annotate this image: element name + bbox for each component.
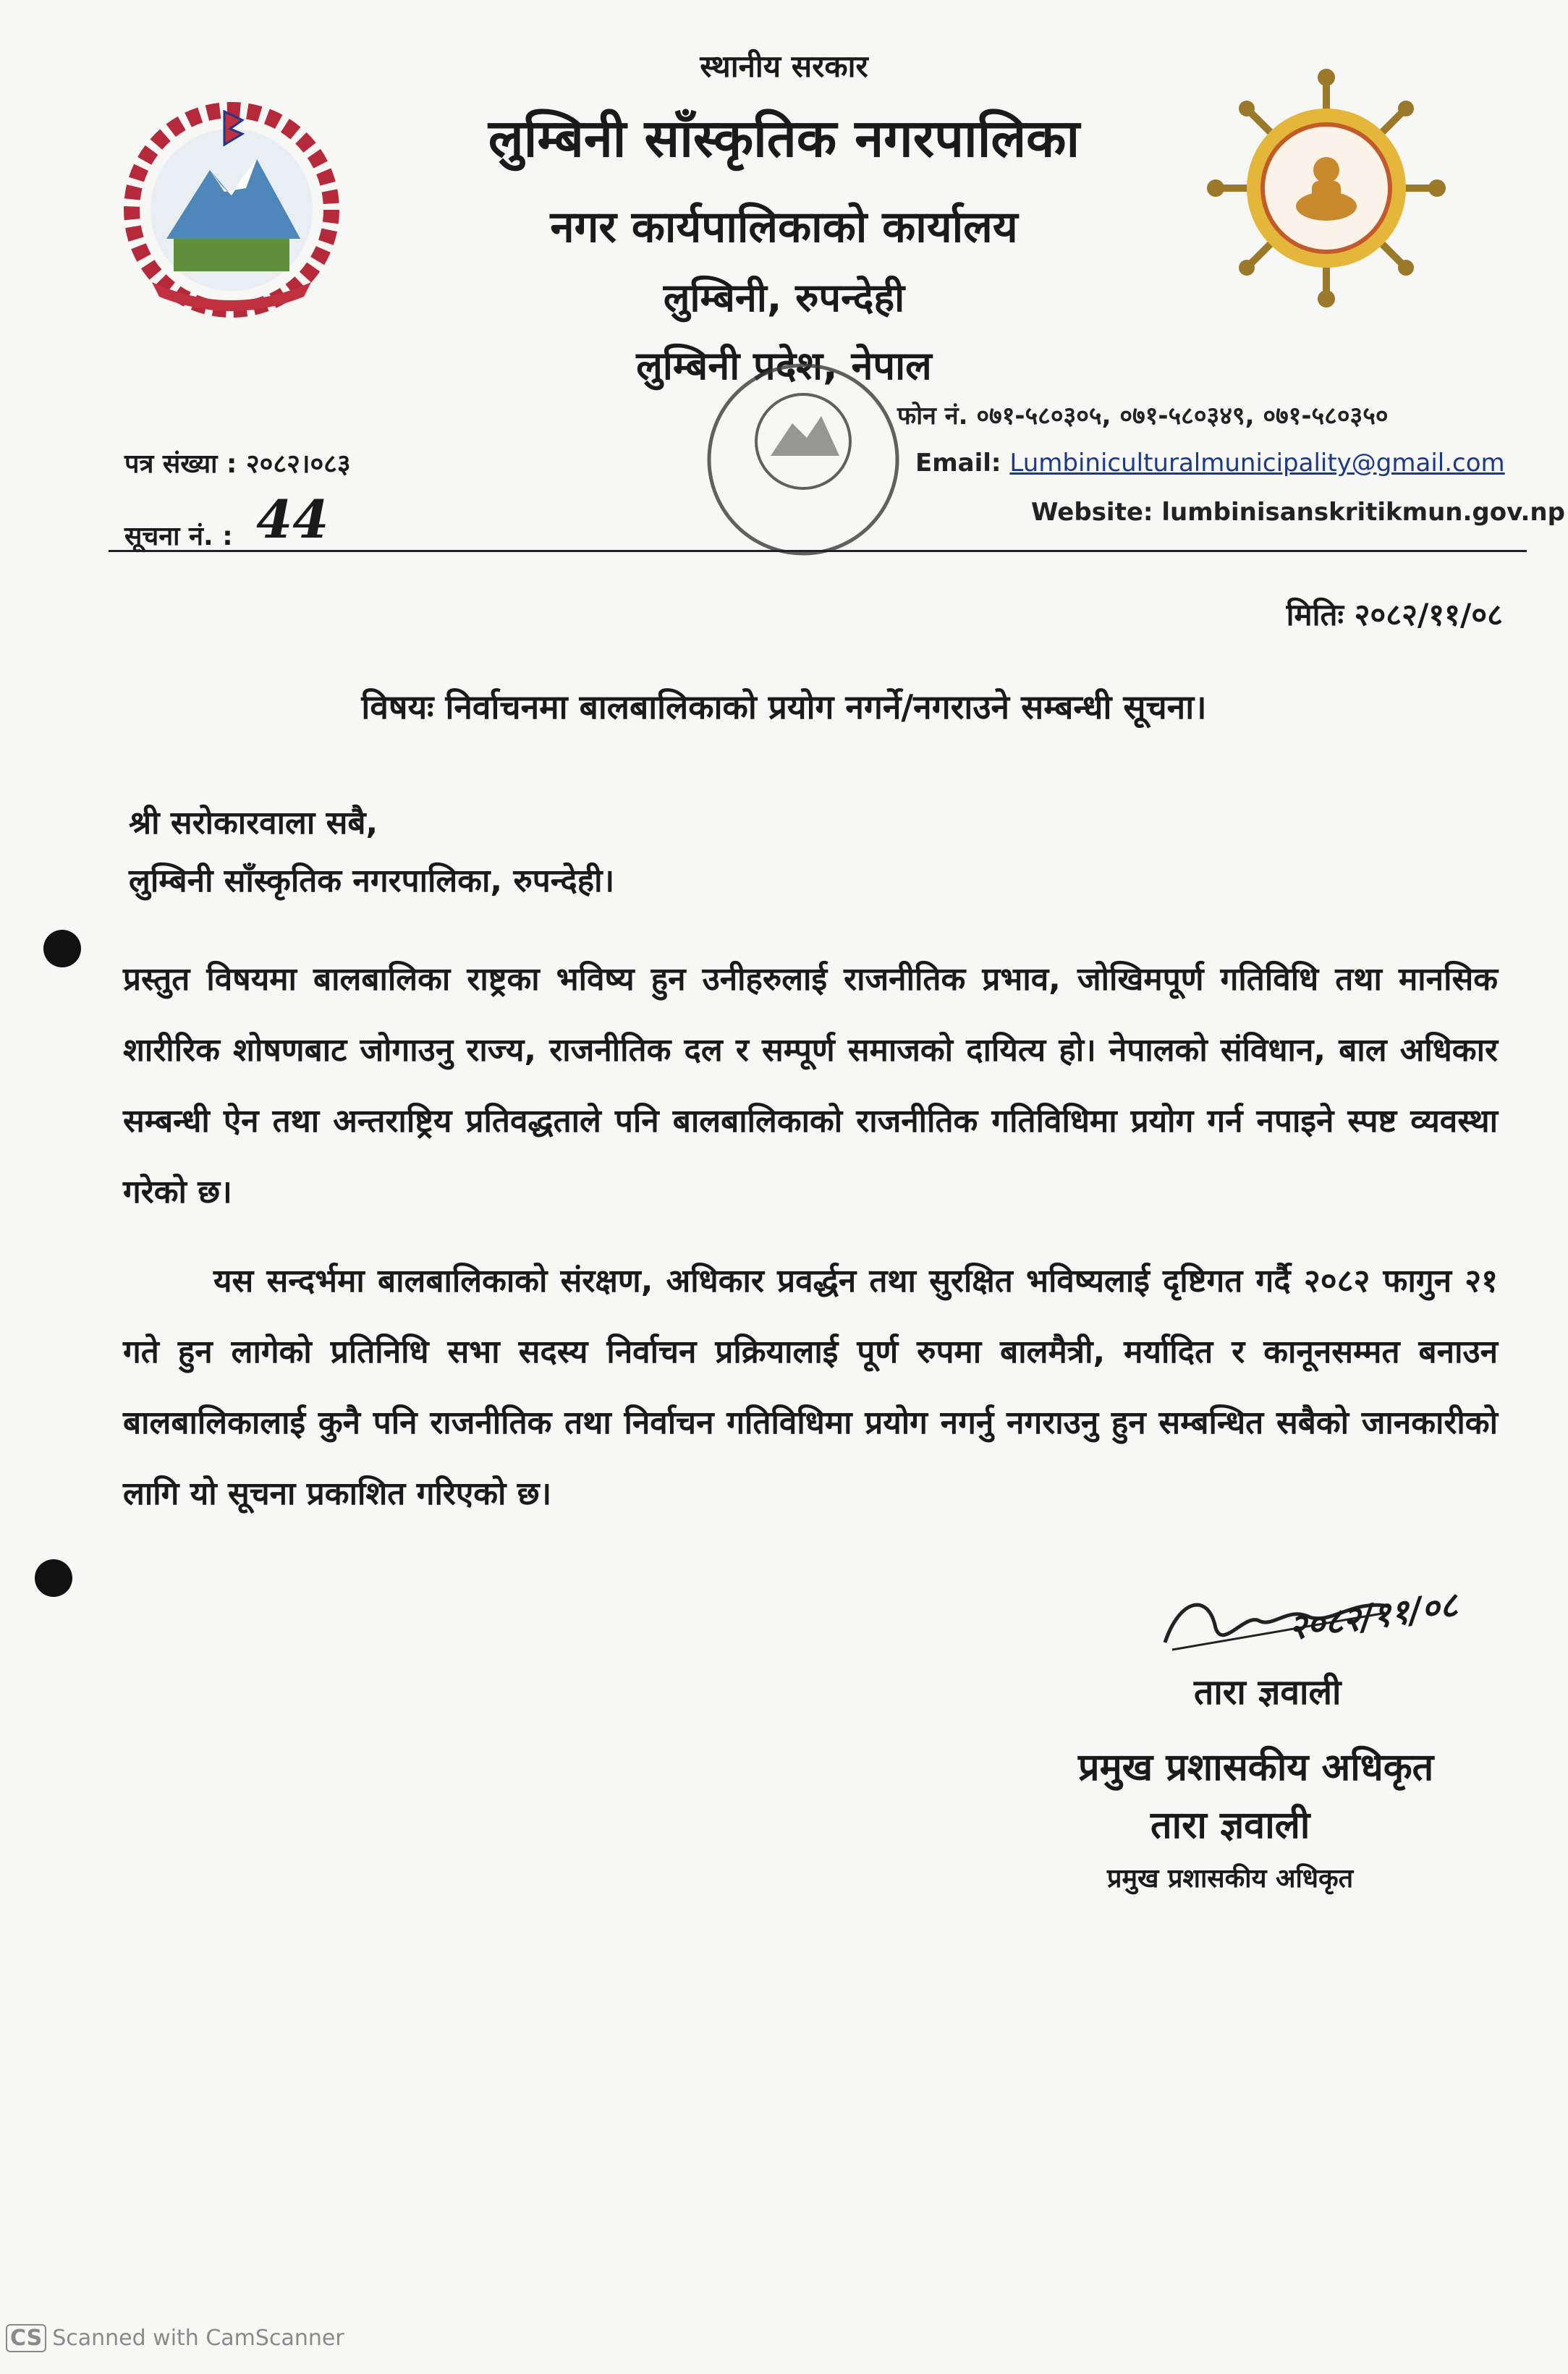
office-city: लुम्बिनी, रुपन्देही [663, 275, 905, 321]
notice-number-value: 44 [256, 488, 329, 550]
body-paragraph-2: यस सन्दर्भमा बालबालिकाको संरक्षण, अधिकार प्रवर्द्धन तथा सुरक्षित भविष्यलाई दृष्टिगत गर्दै २०८२ फागुन २१ गते हुन लागेको प्रतिनिधि सभा सदस्य निर्वाचन प्रक्रियालाई पूर्ण रुपमा बालमैत्री, मर्यादित र कानूनसम्मत बनाउन बालबालिकालाई कुनै पनि राजनीतिक तथा निर्वाचन गतिविधिमा प्रयोग नगर्नु नगराउनु हुन सम्बन्धित सबैको जानकारीको लागि यो सूचना प्रकाशित गरिएको छ। [123, 1263, 1498, 1512]
addressee-line-1: श्री सरोकारवाला सबै, [129, 805, 378, 842]
email-link[interactable]: Lumbiniculturalmunicipality@gmail.com [1009, 449, 1505, 478]
punch-hole-dot [35, 1559, 72, 1597]
letter-number-value: २०८२।०८३ [245, 449, 351, 479]
notice-number-label: सूचना नं. : [124, 522, 233, 551]
email-label: Email: [915, 449, 1001, 478]
office-name: नगर कार्यपालिकाको कार्यालय [550, 202, 1018, 253]
office-seal-stamp [691, 347, 915, 572]
signatory-name-stamp: तारा ज्ञवाली [1194, 1672, 1342, 1713]
signatory-title-small: प्रमुख प्रशासकीय अधिकृत [1107, 1864, 1354, 1894]
website-link[interactable]: lumbinisanskritikmun.gov.np [1161, 498, 1565, 527]
government-level: स्थानीय सरकार [700, 48, 868, 84]
camscanner-badge: CS [6, 2324, 46, 2352]
letter-number-label: पत्र संख्या : [124, 449, 237, 479]
website-label: Website: [1031, 498, 1153, 527]
letter-subject: विषयः निर्वाचनमा बालबालिकाको प्रयोग नगर्ने/नगराउने सम्बन्धी सूचना। [361, 687, 1207, 726]
letter-date: मितिः २०८२/११/०८ [1286, 597, 1503, 632]
handwritten-date: २०८२/११/०८ [1286, 1584, 1460, 1649]
phone-numbers: फोन नं. ०७१-५८०३०५, ०७१-५८०३४९, ०७१-५८०३५० [897, 402, 1389, 431]
punch-hole-dot [43, 930, 81, 967]
addressee-line-2: लुम्बिनी साँस्कृतिक नगरपालिका, रुपन्देही। [129, 862, 615, 899]
camscanner-text: Scanned with CamScanner [52, 2326, 344, 2351]
email-line [915, 449, 1505, 478]
letter-number [124, 445, 351, 480]
header-divider [109, 550, 1527, 552]
signatory-name: तारा ज्ञवाली [1150, 1804, 1310, 1847]
body-paragraph-1: प्रस्तुत विषयमा बालबालिका राष्ट्रका भविष्य हुन उनीहरुलाई राजनीतिक प्रभाव, जोखिमपूर्ण गतिविधि तथा मानसिक शारीरिक शोषणबाट जोगाउनु राज्य, राजनीतिक दल र सम्पूर्ण समाजको दायित्य हो। नेपालको संविधान, बाल अधिकार सम्बन्धी ऐन तथा अन्तराष्ट्रिय प्रतिवद्धताले पनि बालबालिकाको राजनीतिक गतिविधिमा प्रयोग गर्न नपाइने स्पष्ट व्यवस्था गरेको छ। [123, 961, 1498, 1211]
signatory-title: प्रमुख प्रशासकीय अधिकृत [1078, 1746, 1434, 1789]
office-province: लुम्बिनी प्रदेश, नेपाल [636, 343, 932, 389]
website-line [1031, 498, 1565, 527]
notice-number [124, 488, 329, 557]
scanner-watermark [6, 2324, 344, 2352]
municipality-name: लुम्बिनी साँस्कृतिक नगरपालिका [488, 108, 1080, 169]
